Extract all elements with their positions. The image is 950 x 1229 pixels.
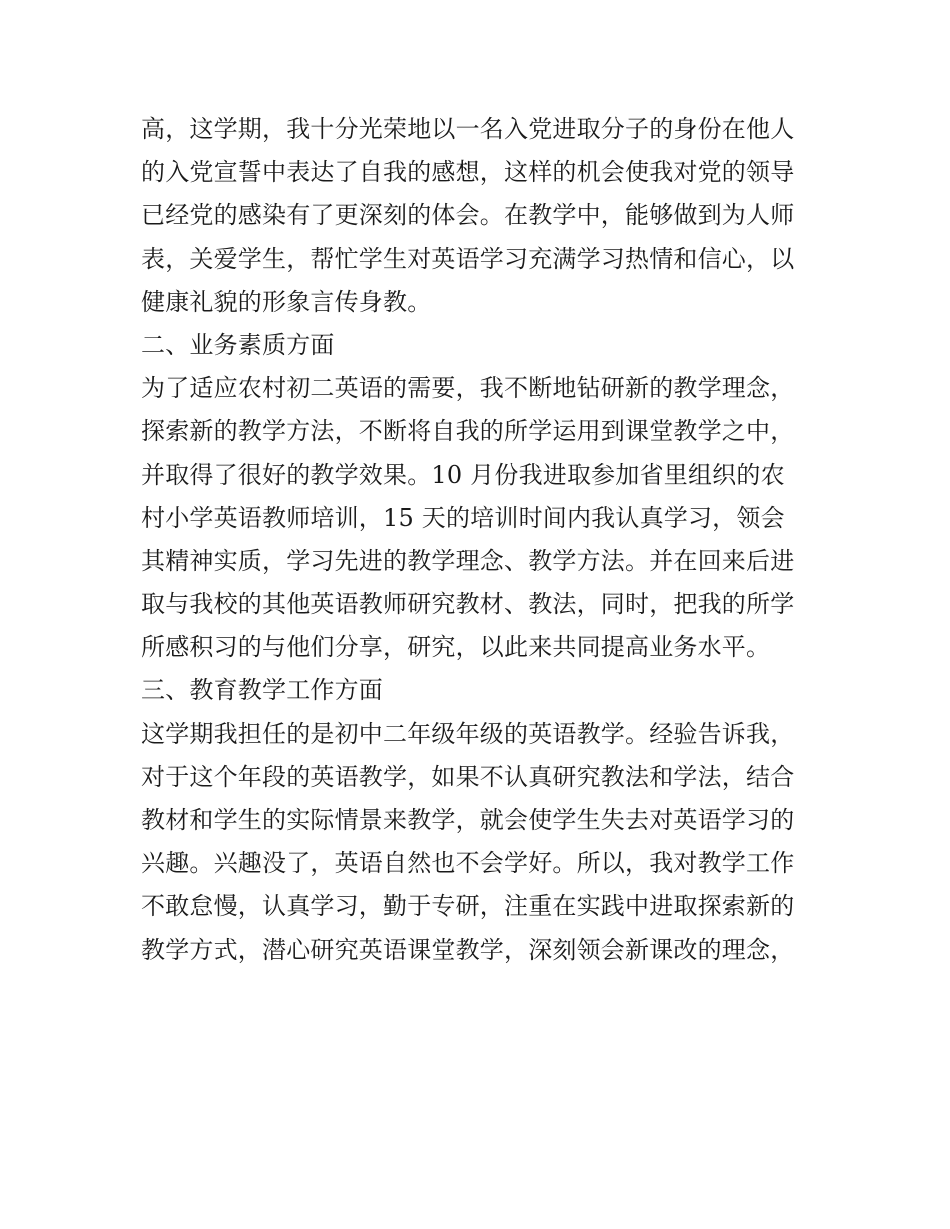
text-line: 所感积习的与他们分享，研究，以此来共同提高业务水平。: [141, 633, 771, 662]
text-line: 不敢怠慢，认真学习，勤于专研，注重在实践中进取探索新的: [141, 892, 795, 921]
text-line: 表，关爱学生，帮忙学生对英语学习充满学习热情和信心，以: [141, 244, 795, 273]
text-line: 的入党宣誓中表达了自我的感想，这样的机会使我对党的领导: [141, 158, 795, 187]
text-line: 教材和学生的实际情景来教学，就会使学生失去对英语学习的: [141, 806, 795, 834]
section-heading: 三、教育教学工作方面: [141, 676, 383, 705]
text-line: 高，这学期，我十分光荣地以一名入党进取分子的身份在他人: [141, 115, 795, 143]
document-body: [141, 108, 821, 972]
text-line: 对于这个年段的英语教学，如果不认真研究教法和学法，结合: [141, 762, 795, 791]
text-line: 健康礼貌的形象言传身教。: [141, 287, 432, 316]
text-line: 探索新的教学方法，不断将自我的所学运用到课堂教学之中，: [141, 417, 795, 446]
section-heading: 二、业务素质方面: [141, 330, 335, 359]
text-line: 其精神实质，学习先进的教学理念、教学方法。并在回来后进: [141, 546, 795, 575]
text-line: 为了适应农村初二英语的需要，我不断地钻研新的教学理念，: [141, 374, 795, 403]
text-line: 教学方式，潜心研究英语课堂教学，深刻领会新课改的理念，: [141, 935, 795, 964]
text-line: 兴趣。兴趣没了，英语自然也不会学好。所以，我对教学工作: [141, 849, 795, 878]
text-line: 这学期我担任的是初中二年级年级的英语教学。经验告诉我，: [141, 719, 795, 748]
text-line: 村小学英语教师培训，15 天的培训时间内我认真学习，领会: [141, 503, 785, 532]
text-line: 并取得了很好的教学效果。10 月份我进取参加省里组织的农: [141, 460, 785, 489]
text-line: 已经党的感染有了更深刻的体会。在教学中，能够做到为人师: [141, 201, 795, 230]
text-line: 取与我校的其他英语教师研究教材、教法，同时，把我的所学: [141, 590, 795, 619]
